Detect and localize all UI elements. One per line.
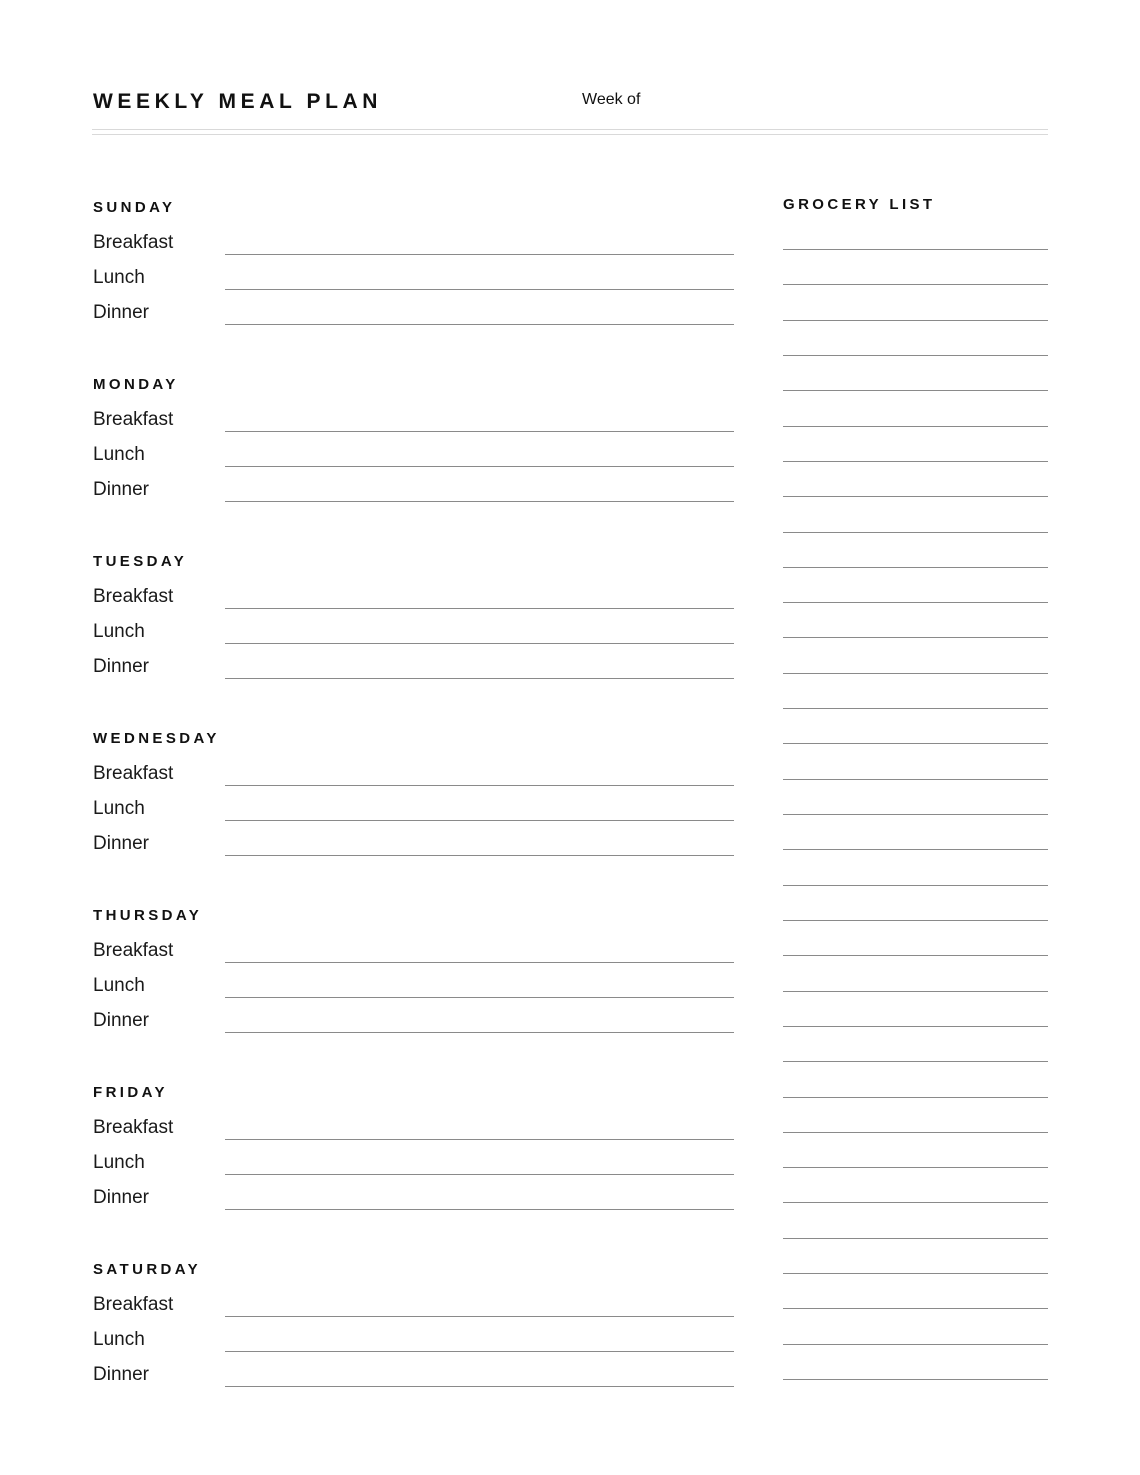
day-block-tuesday bbox=[93, 553, 734, 733]
day-heading: SATURDAY bbox=[93, 1261, 202, 1278]
page-title: WEEKLY MEAL PLAN bbox=[93, 90, 383, 113]
meal-row-lunch bbox=[93, 974, 734, 1004]
meal-write-line bbox=[225, 608, 734, 609]
meal-label: Lunch bbox=[93, 444, 145, 465]
meal-label: Dinner bbox=[93, 479, 149, 500]
meal-write-line bbox=[225, 431, 734, 432]
day-block-sunday bbox=[93, 199, 734, 379]
grocery-write-line bbox=[783, 532, 1048, 533]
grocery-write-line bbox=[783, 1097, 1048, 1098]
grocery-write-line bbox=[783, 602, 1048, 603]
header-divider-bottom bbox=[92, 134, 1048, 135]
grocery-write-line bbox=[783, 1379, 1048, 1380]
day-heading: THURSDAY bbox=[93, 907, 203, 924]
meal-label: Lunch bbox=[93, 267, 145, 288]
meal-label: Dinner bbox=[93, 1187, 149, 1208]
meal-row-breakfast bbox=[93, 762, 734, 792]
meal-row-dinner bbox=[93, 832, 734, 862]
day-block-monday bbox=[93, 376, 734, 556]
meal-label: Dinner bbox=[93, 1010, 149, 1031]
meal-row-dinner bbox=[93, 655, 734, 685]
grocery-write-line bbox=[783, 743, 1048, 744]
meal-row-breakfast bbox=[93, 231, 734, 261]
meal-row-breakfast bbox=[93, 585, 734, 615]
meal-row-lunch bbox=[93, 620, 734, 650]
grocery-write-line bbox=[783, 920, 1048, 921]
meal-label: Lunch bbox=[93, 975, 145, 996]
grocery-write-line bbox=[783, 1273, 1048, 1274]
meal-row-lunch bbox=[93, 266, 734, 296]
meal-label: Breakfast bbox=[93, 232, 174, 253]
grocery-write-line bbox=[783, 320, 1048, 321]
meal-label: Dinner bbox=[93, 656, 149, 677]
meal-row-lunch bbox=[93, 797, 734, 827]
meal-label: Dinner bbox=[93, 302, 149, 323]
meal-write-line bbox=[225, 1209, 734, 1210]
meal-label: Breakfast bbox=[93, 763, 174, 784]
header-divider-top bbox=[92, 129, 1048, 130]
meal-label: Lunch bbox=[93, 798, 145, 819]
grocery-write-line bbox=[783, 390, 1048, 391]
grocery-write-line bbox=[783, 1167, 1048, 1168]
grocery-write-line bbox=[783, 567, 1048, 568]
meal-row-breakfast bbox=[93, 1293, 734, 1323]
meal-write-line bbox=[225, 1139, 734, 1140]
grocery-write-line bbox=[783, 1308, 1048, 1309]
meal-write-line bbox=[225, 962, 734, 963]
meal-label: Dinner bbox=[93, 833, 149, 854]
grocery-write-line bbox=[783, 249, 1048, 250]
day-block-friday bbox=[93, 1084, 734, 1264]
meal-write-line bbox=[225, 1316, 734, 1317]
meal-write-line bbox=[225, 1351, 734, 1352]
meal-write-line bbox=[225, 820, 734, 821]
meal-row-dinner bbox=[93, 1009, 734, 1039]
meal-row-breakfast bbox=[93, 939, 734, 969]
grocery-write-line bbox=[783, 1061, 1048, 1062]
grocery-write-line bbox=[783, 814, 1048, 815]
day-heading: MONDAY bbox=[93, 376, 179, 393]
meal-row-breakfast bbox=[93, 1116, 734, 1146]
meal-write-line bbox=[225, 997, 734, 998]
meal-label: Lunch bbox=[93, 1152, 145, 1173]
grocery-write-line bbox=[783, 426, 1048, 427]
day-heading: FRIDAY bbox=[93, 1084, 168, 1101]
meal-write-line bbox=[225, 678, 734, 679]
meal-label: Breakfast bbox=[93, 1294, 174, 1315]
meal-row-lunch bbox=[93, 443, 734, 473]
meal-write-line bbox=[225, 1386, 734, 1387]
meal-row-lunch bbox=[93, 1328, 734, 1358]
day-block-thursday bbox=[93, 907, 734, 1087]
meal-row-breakfast bbox=[93, 408, 734, 438]
meal-label: Dinner bbox=[93, 1364, 149, 1385]
meal-label: Breakfast bbox=[93, 1117, 174, 1138]
meal-row-dinner bbox=[93, 301, 734, 331]
meal-row-dinner bbox=[93, 478, 734, 508]
grocery-write-line bbox=[783, 885, 1048, 886]
meal-write-line bbox=[225, 254, 734, 255]
meal-write-line bbox=[225, 324, 734, 325]
grocery-write-line bbox=[783, 1132, 1048, 1133]
meal-write-line bbox=[225, 466, 734, 467]
meal-label: Breakfast bbox=[93, 940, 174, 961]
day-block-saturday bbox=[93, 1261, 734, 1441]
meal-label: Breakfast bbox=[93, 586, 174, 607]
meal-write-line bbox=[225, 643, 734, 644]
meal-label: Lunch bbox=[93, 1329, 145, 1350]
grocery-write-line bbox=[783, 284, 1048, 285]
grocery-write-line bbox=[783, 637, 1048, 638]
grocery-write-line bbox=[783, 1026, 1048, 1027]
grocery-write-line bbox=[783, 1344, 1048, 1345]
meal-write-line bbox=[225, 785, 734, 786]
day-heading: SUNDAY bbox=[93, 199, 176, 216]
meal-write-line bbox=[225, 855, 734, 856]
meal-row-dinner bbox=[93, 1186, 734, 1216]
grocery-write-line bbox=[783, 779, 1048, 780]
day-heading: TUESDAY bbox=[93, 553, 188, 570]
grocery-write-line bbox=[783, 955, 1048, 956]
grocery-write-line bbox=[783, 1202, 1048, 1203]
grocery-write-line bbox=[783, 496, 1048, 497]
grocery-write-line bbox=[783, 355, 1048, 356]
meal-label: Lunch bbox=[93, 621, 145, 642]
meal-write-line bbox=[225, 1174, 734, 1175]
grocery-write-line bbox=[783, 991, 1048, 992]
meal-write-line bbox=[225, 501, 734, 502]
week-of-label: Week of bbox=[582, 91, 641, 108]
meal-row-dinner bbox=[93, 1363, 734, 1393]
grocery-write-line bbox=[783, 1238, 1048, 1239]
meal-write-line bbox=[225, 289, 734, 290]
grocery-write-line bbox=[783, 849, 1048, 850]
meal-label: Breakfast bbox=[93, 409, 174, 430]
grocery-write-line bbox=[783, 673, 1048, 674]
meal-row-lunch bbox=[93, 1151, 734, 1181]
day-heading: WEDNESDAY bbox=[93, 730, 220, 747]
grocery-list-title: GROCERY LIST bbox=[783, 196, 936, 213]
grocery-write-line bbox=[783, 461, 1048, 462]
day-block-wednesday bbox=[93, 730, 734, 910]
meal-write-line bbox=[225, 1032, 734, 1033]
grocery-write-line bbox=[783, 708, 1048, 709]
